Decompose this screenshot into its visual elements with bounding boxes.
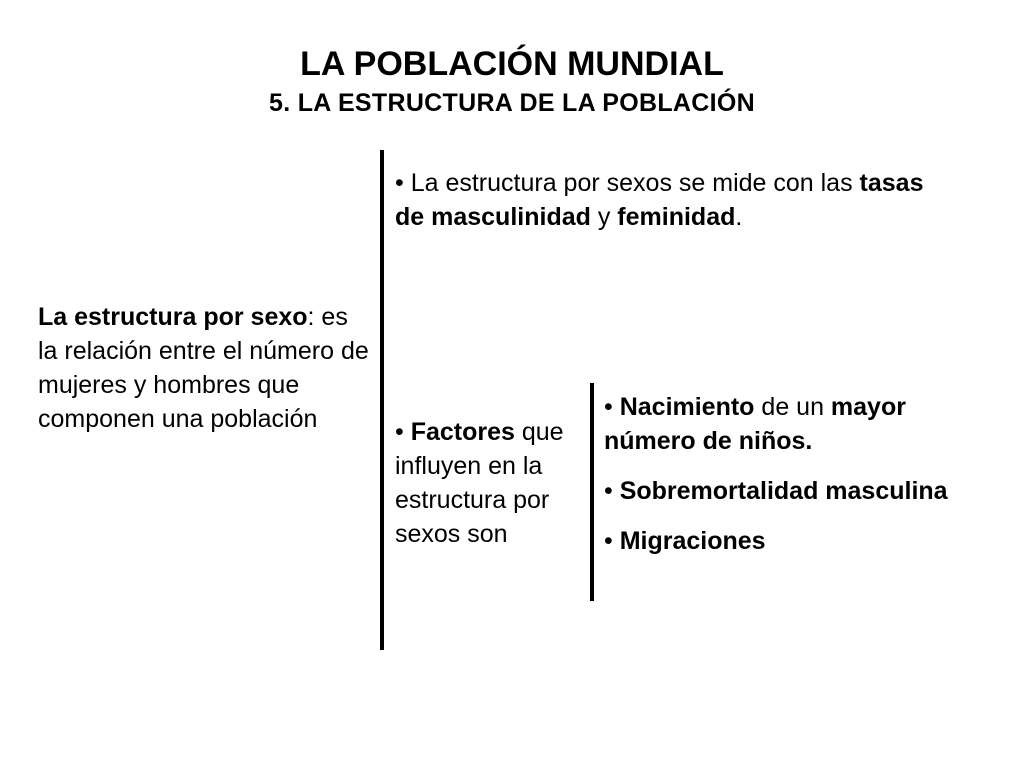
- measurement-bold-1: tasas de masculinidad: [395, 169, 924, 231]
- list-item: [604, 474, 1004, 508]
- factors-intro: [395, 415, 590, 551]
- slide-title: LA POBLACIÓN MUNDIAL: [300, 45, 724, 83]
- slide-subtitle: 5. LA ESTRUCTURA DE LA POBLACIÓN: [269, 89, 755, 117]
- list-item: [604, 390, 1004, 458]
- item-bold-2: mayor número de niños.: [604, 393, 906, 455]
- bullet: •: [604, 527, 620, 555]
- measurement-bold-2: feminidad: [617, 203, 736, 231]
- definition-text: es la relación entre el número de mujeres y hombres que componen una población: [38, 303, 369, 433]
- measurement-text-1: La estructura por sexos se mide con las: [410, 169, 860, 197]
- bullet: •: [395, 169, 411, 197]
- definition-term: La estructura por sexo: [38, 303, 308, 331]
- list-item: [604, 524, 1004, 558]
- item-bold-1: Nacimiento: [619, 393, 755, 421]
- measurement-text-3: .: [735, 203, 743, 231]
- item-bold: Migraciones: [619, 527, 766, 555]
- bullet: •: [604, 477, 620, 505]
- item-bold: Sobremortalidad masculina: [619, 477, 948, 505]
- main-divider-line: [380, 150, 384, 650]
- factors-bold: Factores: [410, 418, 515, 446]
- factors-list: [604, 390, 1004, 574]
- measurement-note: [395, 166, 955, 234]
- measurement-text-2: y: [590, 203, 618, 231]
- definition-block: [38, 300, 373, 436]
- definition-colon: :: [307, 303, 315, 331]
- bullet: •: [604, 393, 620, 421]
- inner-divider-line: [590, 383, 594, 601]
- item-text: de un: [754, 393, 831, 421]
- factors-text: que influyen en la estructura por sexos son: [395, 418, 564, 548]
- bullet: •: [395, 418, 411, 446]
